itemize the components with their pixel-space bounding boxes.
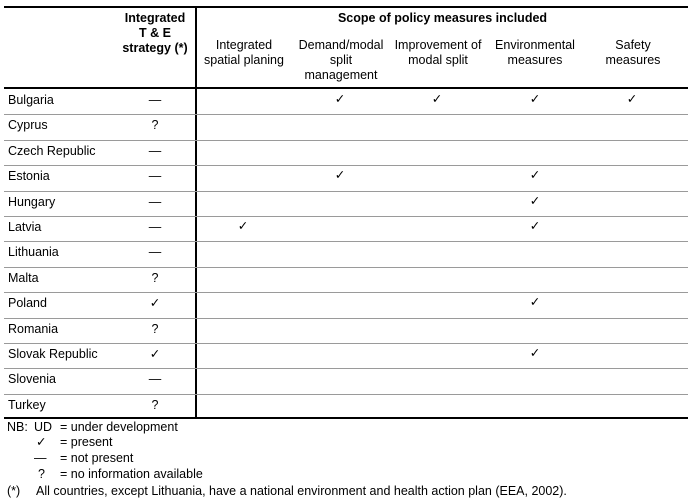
- measure-header-line: Improvement of: [394, 38, 482, 52]
- legend-text: = not present: [60, 451, 134, 465]
- measure-header-spatial: [197, 38, 291, 68]
- strategy-value: —: [148, 143, 162, 158]
- country-name: Lithuania: [8, 245, 59, 260]
- legend-symbol: —: [34, 451, 47, 465]
- measure-header-modal: [389, 38, 487, 68]
- row-rule: [4, 318, 688, 319]
- measure-check: ✓: [237, 219, 249, 233]
- row-rule: [4, 343, 688, 344]
- measure-header-line: measures: [605, 53, 661, 67]
- country-name: Hungary: [8, 194, 56, 209]
- country-name: Turkey: [8, 397, 46, 412]
- strategy-value: ?: [151, 321, 159, 336]
- legend-text: = no information available: [60, 467, 203, 481]
- country-name: Slovak Republic: [8, 347, 98, 361]
- country-name: Bulgaria: [8, 93, 54, 107]
- measure-header-line: modal split: [408, 53, 468, 67]
- strategy-value: —: [148, 93, 162, 107]
- country-name: Latvia: [8, 220, 42, 234]
- strategy-value: —: [148, 194, 162, 209]
- measure-check: ✓: [529, 92, 541, 106]
- strategy-header-line: strategy (*): [122, 41, 188, 55]
- country-name: Cyprus: [8, 118, 48, 133]
- measure-check: ✓: [334, 92, 346, 106]
- row-rule: [4, 241, 688, 242]
- table-top-rule: [4, 6, 688, 8]
- measure-header-environmental: [487, 38, 583, 68]
- measure-header-line: Environmental: [495, 38, 575, 52]
- country-name: Estonia: [8, 169, 50, 184]
- row-rule: [4, 114, 688, 115]
- row-rule: [4, 165, 688, 166]
- legend-text: = present: [60, 435, 113, 449]
- strategy-value: ?: [151, 270, 159, 285]
- legend-symbol: UD: [34, 420, 53, 434]
- measure-header-line: Safety: [615, 38, 651, 52]
- measure-check: ✓: [626, 92, 638, 106]
- strategy-value: ✓: [149, 296, 161, 311]
- strategy-value: —: [148, 169, 162, 184]
- strategy-header-line: T & E: [139, 26, 171, 40]
- legend-symbol: ?: [38, 467, 45, 481]
- measure-header-line: Integrated: [215, 38, 273, 52]
- legend-symbol: ✓: [36, 435, 47, 449]
- measure-header-line: spatial planing: [204, 53, 284, 67]
- country-name: Czech Republic: [8, 143, 96, 158]
- footnote-mark: (*): [7, 484, 21, 498]
- strategy-value: ?: [151, 397, 159, 412]
- row-rule: [4, 368, 688, 369]
- measure-check: ✓: [529, 219, 541, 233]
- row-rule: [4, 191, 688, 192]
- measure-header-safety: [583, 38, 683, 68]
- measure-header-line: measures: [507, 53, 563, 67]
- row-rule: [4, 394, 688, 395]
- measure-check: ✓: [529, 295, 541, 310]
- country-name: Romania: [8, 321, 59, 336]
- legend-text: = under development: [60, 420, 178, 434]
- strategy-value: ?: [151, 118, 159, 133]
- header-bottom-rule: [4, 87, 688, 89]
- strategy-header-line: Integrated: [124, 11, 186, 25]
- row-rule: [4, 216, 688, 217]
- strategy-value: ✓: [149, 347, 161, 361]
- measure-header-demand: [291, 38, 391, 83]
- row-rule: [4, 267, 688, 268]
- footnote-text: All countries, except Lithuania, have a national environment and health action plan (EEA, 2002).: [36, 484, 567, 498]
- measure-header-line: management: [304, 68, 378, 82]
- country-name: Slovenia: [8, 372, 56, 387]
- strategy-value: —: [148, 220, 162, 234]
- measure-check: ✓: [431, 92, 443, 106]
- strategy-header: [108, 11, 202, 56]
- measure-check: ✓: [529, 193, 541, 208]
- row-rule: [4, 292, 688, 293]
- column-divider: [195, 7, 197, 418]
- measure-header-line: Demand/modal: [298, 38, 384, 52]
- country-name: Poland: [8, 296, 47, 311]
- measure-check: ✓: [529, 168, 541, 183]
- country-name: Malta: [8, 270, 39, 285]
- measure-header-line: split: [329, 53, 353, 67]
- measure-check: ✓: [334, 168, 346, 183]
- strategy-value: —: [148, 372, 162, 387]
- scope-title: Scope of policy measures included: [337, 11, 548, 25]
- strategy-value: —: [148, 245, 162, 260]
- nb-label: NB:: [7, 420, 28, 434]
- measure-check: ✓: [529, 346, 541, 360]
- row-rule: [4, 140, 688, 141]
- table-bottom-rule: [4, 417, 688, 419]
